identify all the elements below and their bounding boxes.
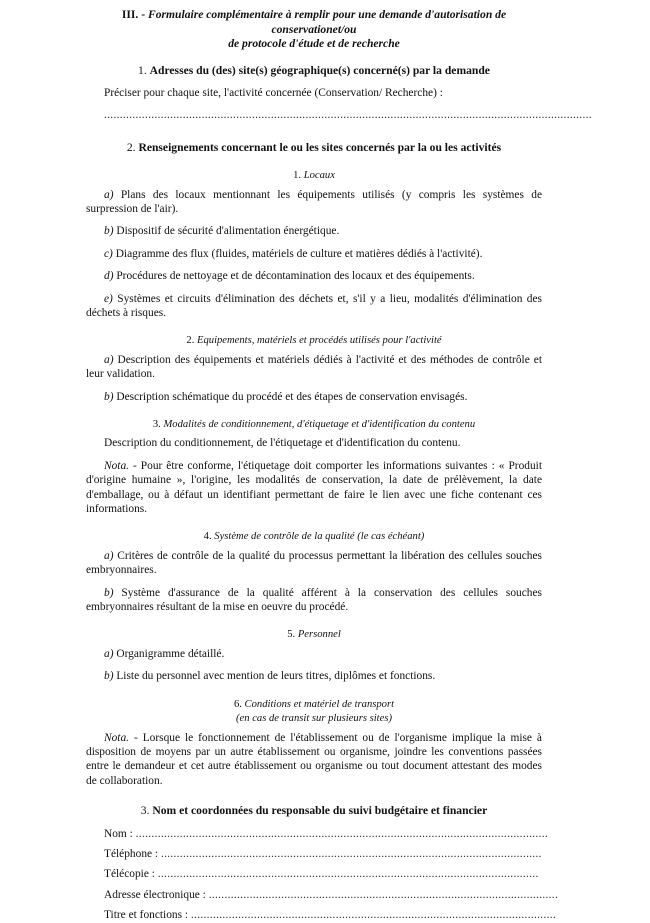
- section-1-fill-line[interactable]: ...........................................................................................................................................................: [104, 109, 592, 122]
- field-fill-line[interactable]: ...................................................................................................................................: [135, 827, 548, 840]
- subsection-equipements-number: 2.: [186, 335, 195, 347]
- item-text: Systèmes et circuits d'élimination des déchets et, s'il y a lieu, modalités d'élimination des déchets à risques.: [86, 292, 542, 319]
- field-adresse-electronique[interactable]: [86, 888, 559, 902]
- item-text: Critères de contrôle de la qualité du processus permettant la libération des cellules souches embryonnaires.: [86, 549, 542, 577]
- field-label: Titre et fonctions :: [104, 909, 191, 922]
- nota-label: Nota.: [104, 731, 130, 744]
- list-item: [86, 549, 542, 578]
- nota-label: Nota.: [104, 459, 130, 472]
- subsection-conditionnement-title: Modalités de conditionnement, d'étiquetage et d'identification du contenu: [163, 419, 476, 430]
- list-item: [86, 269, 542, 283]
- item-text: Système d'assurance de la qualité afférent à la conservation des cellules souches embryonnaires résultant de la mise en oeuvre du procédé.: [86, 586, 542, 614]
- list-item: [86, 586, 542, 615]
- field-titre-fonctions[interactable]: [86, 908, 557, 922]
- subsection-personnel-title: Personnel: [297, 629, 341, 641]
- item-text: Liste du personnel avec mention de leurs titres, diplômes et fonctions.: [113, 670, 436, 683]
- section-1-number: 1.: [138, 63, 147, 77]
- item-label: b): [104, 586, 114, 599]
- section-1-instruction: Préciser pour chaque site, l'activité concernée (Conservation/ Recherche) :: [104, 86, 443, 99]
- item-text: Procédures de nettoyage et de décontamination des locaux et des équipements.: [113, 270, 475, 283]
- item-text: Description des équipements et matériels dédiés à l'activité et des méthodes de contrôle et leur validation.: [86, 353, 542, 381]
- item-label: e): [104, 292, 113, 305]
- section-3-title: Nom et coordonnées du responsable du suivi budgétaire et financier: [152, 804, 488, 818]
- field-label: Télécopie :: [104, 868, 158, 881]
- subsection-conditionnement-heading: [86, 418, 542, 432]
- item-text: Dispositif de sécurité d'alimentation énergétique.: [113, 225, 340, 238]
- list-item: [86, 188, 542, 217]
- field-label: Nom :: [104, 827, 136, 840]
- subsection-locaux-title: Locaux: [303, 170, 335, 182]
- form-title: [86, 8, 542, 52]
- subsection-personnel-number: 5.: [287, 629, 296, 641]
- nota-paragraph: [86, 731, 542, 789]
- item-label: b): [104, 390, 114, 403]
- subsection-qualite-number: 4.: [203, 531, 212, 543]
- item-label: b): [104, 225, 114, 238]
- item-label: d): [104, 270, 114, 283]
- field-telecopie[interactable]: [86, 867, 542, 881]
- list-item: [86, 224, 542, 238]
- list-item: [86, 390, 542, 404]
- subsection-locaux-number: 1.: [293, 170, 302, 182]
- item-label: b): [104, 670, 114, 683]
- item-label: c): [104, 247, 113, 260]
- section-2-title: Renseignements concernant le ou les sites concernés par la ou les activités: [138, 140, 502, 154]
- subsection-qualite-heading: [86, 530, 542, 544]
- subsection-transport-subtitle: (en cas de transit sur plusieurs sites): [236, 713, 392, 725]
- subsection-conditionnement-text: Description du conditionnement, de l'étiquetage et d'identification du contenu.: [104, 437, 461, 450]
- form-title-line2: de protocole d'étude et de recherche: [228, 37, 400, 50]
- nota-paragraph: [86, 459, 542, 517]
- field-fill-line[interactable]: ....................................................................................................................: [190, 909, 557, 922]
- list-item: [86, 647, 542, 661]
- field-label: Téléphone :: [104, 847, 161, 860]
- field-fill-line[interactable]: .........................................................................................................................: [157, 868, 539, 881]
- list-item: [86, 292, 542, 321]
- item-label: a): [104, 647, 114, 660]
- subsection-equipements-heading: [86, 334, 542, 348]
- item-label: a): [104, 188, 114, 201]
- item-text: Diagramme des flux (fluides, matériels de culture et matières dédiés à l'activité).: [112, 247, 483, 260]
- field-telephone[interactable]: [86, 847, 542, 861]
- subsection-transport-title: Conditions et matériel de transport: [244, 698, 395, 710]
- subsection-transport-number: 6.: [233, 698, 242, 710]
- subsection-locaux-heading: [86, 169, 542, 183]
- nota-text: - Pour être conforme, l'étiquetage doit comporter les informations suivantes : « Produit d'origine humaine », l'origine, les modalités de conservation, la date de prélèvement, la date d'emballage, ou à défaut un identifiant permettant de faire le lien avec une fiche contenant ces informations.: [86, 459, 542, 516]
- subsection-transport-heading: [86, 698, 542, 727]
- subsection-qualite-title: Système de contrôle de la qualité (le cas échéant): [214, 531, 425, 543]
- field-nom[interactable]: [86, 827, 548, 841]
- section-3-number: 3.: [140, 804, 150, 818]
- item-text: Organigramme détaillé.: [113, 647, 225, 660]
- item-label: a): [104, 353, 114, 366]
- list-item: [86, 247, 542, 261]
- subsection-conditionnement-number: 3.: [152, 419, 161, 430]
- form-title-line1: Formulaire complémentaire à remplir pour une demande d'autorisation de conservationet/ou: [147, 8, 507, 36]
- field-label: Adresse électronique :: [104, 888, 209, 901]
- subsection-personnel-heading: [86, 628, 542, 642]
- item-text: Description schématique du procédé et des étapes de conservation envisagés.: [113, 390, 468, 403]
- section-1-heading: [86, 64, 542, 78]
- field-fill-line[interactable]: .........................................................................................................................: [160, 847, 542, 860]
- section-3-heading: [86, 804, 542, 818]
- form-title-prefix: III. -: [121, 8, 148, 21]
- nota-text: - Lorsque le fonctionnement de l'établissement ou de l'organisme implique la mise à disposition de moyens par un autre établissement ou organisme, joindre les conventions passées entre le demandeur et cet autre établissement ou organisme ou tout document attestant des modes de collaboration.: [86, 731, 542, 787]
- section-1-title: Adresses du (des) site(s) géographique(s) concerné(s) par la demande: [149, 63, 490, 77]
- section-2-number: 2.: [126, 140, 136, 154]
- subsection-equipements-title: Equipements, matériels et procédés utilisés pour l'activité: [197, 335, 442, 347]
- item-text: Plans des locaux mentionnant les équipements utilisés (y compris les systèmes de surpression de l'air).: [86, 188, 542, 215]
- field-fill-line[interactable]: ...............................................................................................................: [208, 888, 559, 901]
- form-page: [86, 8, 592, 923]
- list-item: [86, 353, 542, 382]
- section-2-heading: [86, 141, 542, 155]
- item-label: a): [104, 549, 114, 562]
- list-item: [86, 669, 542, 683]
